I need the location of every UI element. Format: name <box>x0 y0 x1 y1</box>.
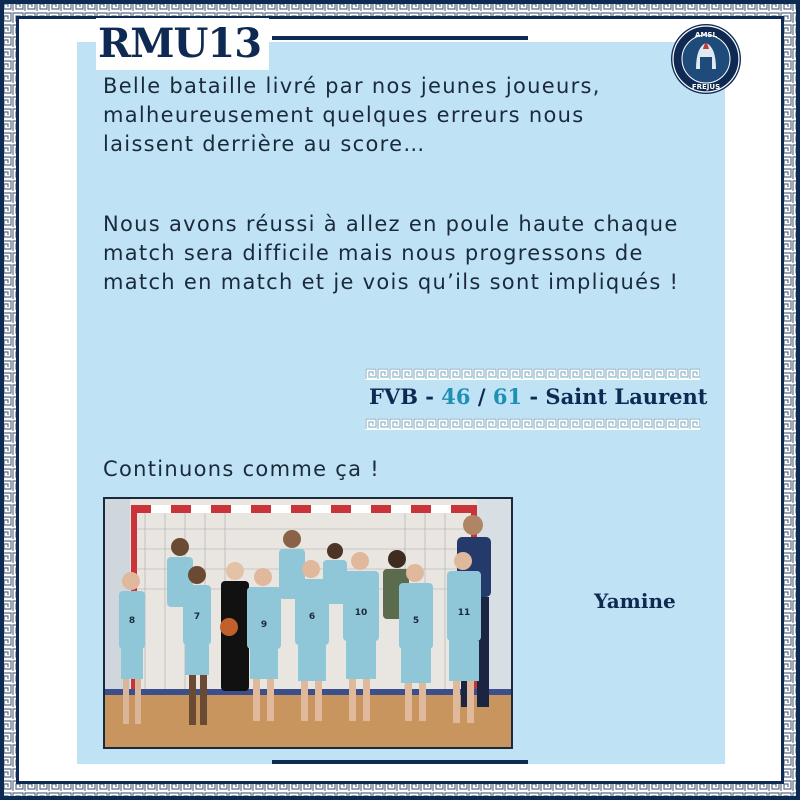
bottom-rule <box>272 760 528 764</box>
page-title: RMU13 <box>96 18 269 70</box>
svg-text:5: 5 <box>412 616 420 626</box>
away-team: Saint Laurent <box>545 384 708 409</box>
greek-key-divider-top <box>365 368 700 380</box>
logo-text-bottom: FRÉJUS <box>691 83 721 91</box>
svg-text:8: 8 <box>128 616 136 626</box>
logo-text-top: AMSL <box>695 31 717 39</box>
home-team: FVB <box>369 384 418 409</box>
home-score: 46 <box>441 384 471 409</box>
team-photo-illustration <box>105 499 511 747</box>
svg-text:6: 6 <box>308 612 316 622</box>
post-paragraph-1: Belle bataille livré par nos jeunes joueurs, malheureusement quelques erreurs nous laissent derrière au score… <box>103 74 601 156</box>
team-photo <box>103 497 513 749</box>
away-score: 61 <box>492 384 523 409</box>
svg-text:11: 11 <box>457 608 471 618</box>
svg-text:10: 10 <box>354 608 368 618</box>
match-score <box>369 384 707 409</box>
score-separator: - <box>522 384 546 409</box>
author-signature: Yamine <box>594 589 676 613</box>
svg-text:9: 9 <box>260 620 268 630</box>
title-rule <box>272 36 528 40</box>
score-slash: / <box>470 384 493 409</box>
post-paragraph-2: Nous avons réussi à allez en poule haute chaque match sera difficile mais nous progressons de match en match et je vois qu’ils sont impliqués ! <box>103 212 680 294</box>
greek-key-divider-bottom <box>365 418 700 430</box>
svg-text:7: 7 <box>193 612 201 622</box>
post-paragraph-3: Continuons comme ça ! <box>103 457 380 481</box>
score-separator: - <box>417 384 442 409</box>
